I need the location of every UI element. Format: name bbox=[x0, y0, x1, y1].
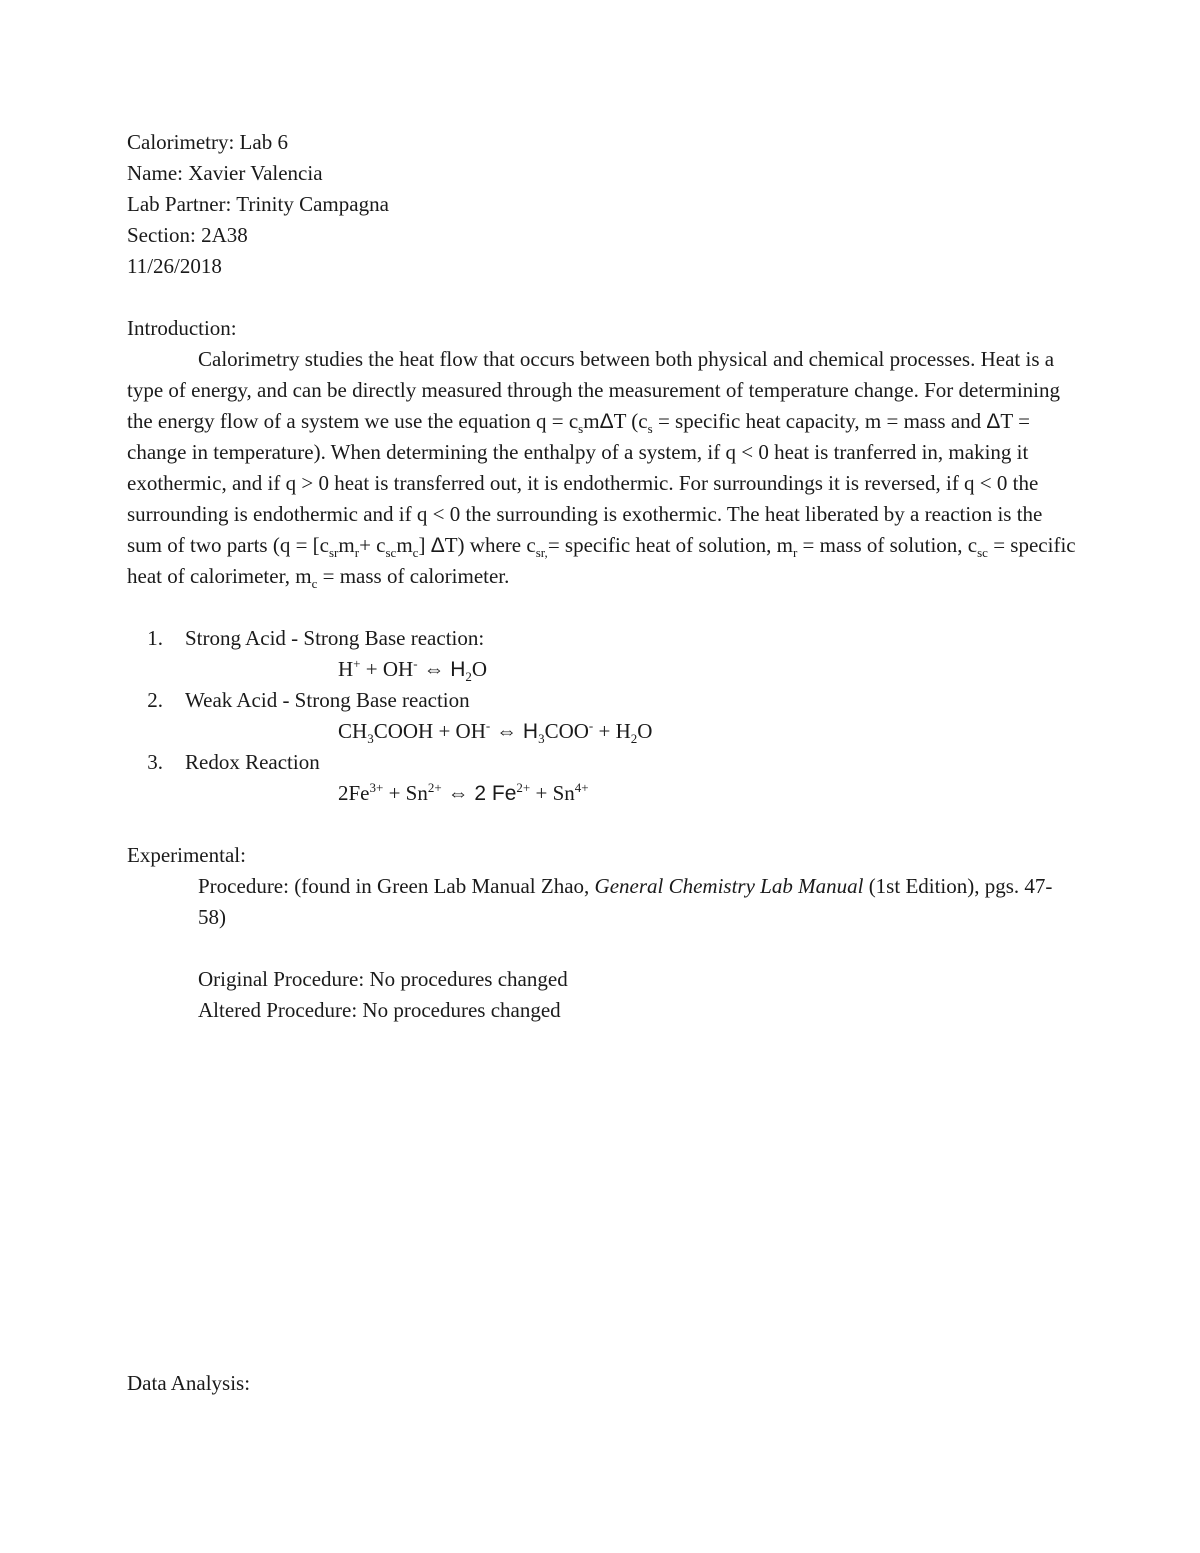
document-page bbox=[127, 127, 1077, 1026]
reaction-item bbox=[127, 623, 1077, 685]
altered-procedure: Altered Procedure: No procedures changed bbox=[198, 998, 561, 1022]
manual-title: General Chemistry Lab Manual bbox=[594, 874, 864, 898]
reaction-equation: $CH_3COOH + OH^-$ ⇔ $H_3COO^- + H_2O$ bbox=[338, 718, 653, 747]
reaction-list bbox=[127, 623, 1077, 809]
list-number: 2. bbox=[147, 688, 163, 712]
original-procedure: Original Procedure: No procedures changed bbox=[198, 967, 568, 991]
reaction-equation: $2Fe^{3+} + Sn^{2+}$ ⇔ 2 $Fe^{2+} + Sn^{4+}$ bbox=[338, 780, 589, 805]
list-number: 1. bbox=[147, 626, 163, 650]
section-number: Section: 2A38 bbox=[127, 223, 248, 247]
reaction-item bbox=[127, 685, 1077, 747]
reaction-equation: H+ + OH- ⇔ $H_2O$ bbox=[338, 656, 488, 685]
introduction-heading: Introduction: bbox=[127, 316, 237, 340]
reaction-label: Weak Acid - Strong Base reaction bbox=[185, 688, 470, 712]
data-analysis-heading: Data Analysis: bbox=[127, 1371, 251, 1395]
reaction-label: Redox Reaction bbox=[185, 750, 320, 774]
list-number: 3. bbox=[147, 750, 163, 774]
reaction-label: Strong Acid - Strong Base reaction: bbox=[185, 626, 485, 650]
experimental-heading: Experimental: bbox=[127, 843, 246, 867]
lab-partner: Lab Partner: Trinity Campagna bbox=[127, 192, 389, 216]
reaction-item bbox=[127, 747, 1077, 809]
date: 11/26/2018 bbox=[127, 254, 222, 278]
doc-title: Calorimetry: Lab 6 bbox=[127, 130, 288, 154]
procedure-text: Procedure: (found in Green Lab Manual Zhao, General Chemistry Lab Manual (1st Edition), pgs. 47-58) bbox=[198, 874, 1053, 929]
student-name: Name: Xavier Valencia bbox=[127, 161, 323, 185]
introduction-paragraph: Calorimetry studies the heat flow that occurs between both physical and chemical processes. Heat is a type of energy, and can be directly measured through the measurement of temperature change. For determining the energy flow of a system we use the equation $q = c_sm\Delta T$ ($c_s$ = specific heat capacity, m = mass and ΔT = change in temperature). When determining the enthalpy of a system, if q < 0 heat is tranferred in, making it exothermic, and if q > 0 heat is transferred out, it is endothermic. For surroundings it is reversed, if q < 0 the surrounding is endothermic and if q < 0 the surrounding is exothermic. The heat liberated by a reaction is the sum of two parts ($q = [c_{sr}m_r+ c_{sc}m_c]$ ΔT) where $c_{sr,}=$ specific heat of solution, $m_r$ = mass of solution, $c_{sc}$ = specific heat of calorimeter, $m_c$ = mass of calorimeter. bbox=[127, 347, 1076, 592]
